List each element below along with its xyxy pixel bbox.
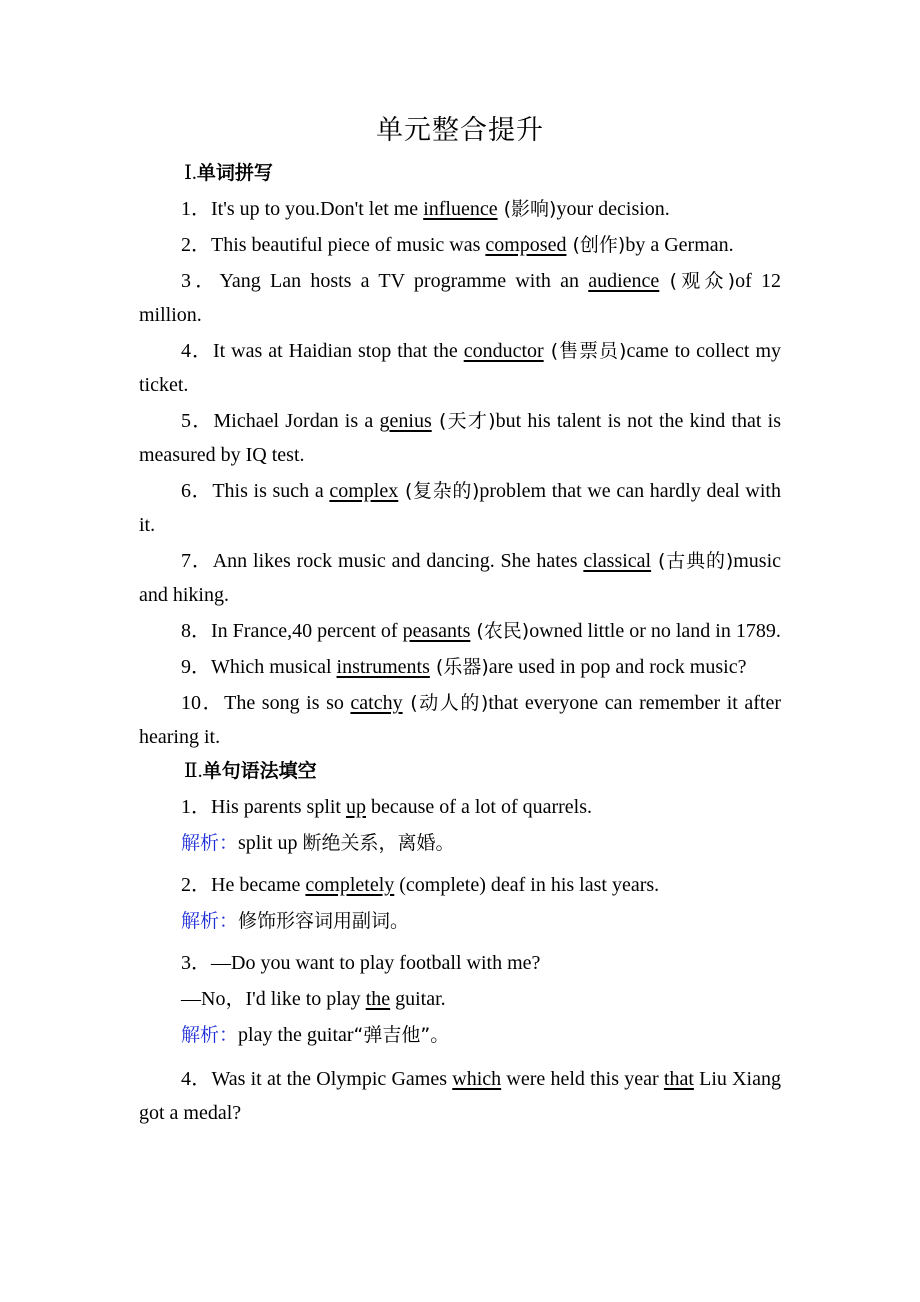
grammar-question [139,866,781,902]
explanation [139,902,781,938]
item-number: 10． [181,692,225,714]
item-text: your decision. [556,198,670,220]
item-number: 6． [181,480,213,502]
answer-word: conductor [463,340,544,362]
item-text: Yang Lan hosts a TV programme with an [219,270,589,292]
answer-word: influence [423,198,498,220]
grammar-question [139,944,781,980]
spelling-item [139,332,781,402]
spelling-item [139,226,781,262]
item-number: 5． [181,410,214,432]
item-number: 1． [181,198,211,220]
item-text: Liu Xiang got a medal? [139,1068,781,1124]
answer-word: complex [329,480,399,502]
item-text: were held this year [501,1068,664,1090]
chinese-gloss: (天才) [431,410,496,432]
item-number: 1． [181,796,211,818]
spelling-item [139,262,781,332]
item-text: It's up to you.Don't let me [211,198,424,220]
item-text: This is such a [212,480,330,502]
item-text: Was it at the Olympic Games [211,1068,453,1090]
chinese-gloss: (农民) [470,620,530,642]
explanation-label: 解析： [181,832,239,854]
answer-word: genius [379,410,432,432]
item-text: are used in pop and rock music? [488,656,747,678]
answer-word: peasants [402,620,471,642]
item-text: —No，I'd like to play [181,988,366,1010]
grammar-question-reply [139,980,781,1016]
answer-word: the [365,988,391,1010]
chinese-gloss: (创作) [566,234,626,256]
explanation-text: split up [238,832,303,854]
spelling-item [139,402,781,472]
chinese-gloss: (观众) [659,270,736,292]
item-text: (complete) deaf in his last years. [394,874,660,896]
item-number: 7． [181,550,213,572]
answer-word: catchy [350,692,403,714]
explanation-text: play the guitar [238,1024,354,1046]
chinese-gloss: (售票员) [543,340,627,362]
spelling-item [139,612,781,648]
answer-word: that [663,1068,694,1090]
explanation-text: 修饰形容词用副词。 [238,910,410,932]
item-text: because of a lot of quarrels. [366,796,593,818]
item-text: that everyone can remember it after hearing it. [139,692,782,748]
spelling-item [139,542,781,612]
item-text: Michael Jordan is a [213,410,380,432]
item-number: 4． [181,340,213,362]
item-text: It was at Haidian stop that the [212,340,464,362]
section-heading-spelling [139,156,781,190]
item-text: owned little or no land in 1789. [529,620,781,642]
explanation-text: “弹吉他”。 [353,1024,450,1046]
item-text: In France,40 percent of [211,620,403,642]
item-text: His parents split [211,796,346,818]
spelling-item [139,684,781,754]
section-heading-grammar [139,754,781,788]
answer-word: which [452,1068,502,1090]
item-text: This beautiful piece of music was [211,234,486,256]
spelling-item [139,472,781,542]
section-title: 单词拼写 [196,162,273,184]
section-title: 单句语法填空 [202,760,317,782]
answer-word: up [346,796,366,818]
answer-word: instruments [336,656,430,678]
item-number: 3． [181,952,211,974]
item-text: by a German. [625,234,734,256]
item-text: music and hiking. [139,550,782,606]
section-numeral: Ⅱ. [184,760,203,782]
item-text: of 12 million. [139,270,781,326]
item-number: 2． [181,874,211,896]
answer-word: completely [305,874,395,896]
item-text: He became [211,874,306,896]
item-number: 3． [181,270,220,292]
grammar-question [139,788,781,824]
item-text: problem that we can hardly deal with it. [139,480,781,536]
chinese-gloss: (动人的) [402,692,489,714]
grammar-question [139,1060,781,1130]
explanation-text: 断绝关系，离婚。 [302,832,455,854]
explanation [139,1016,781,1052]
item-text: The song is so [224,692,351,714]
item-text: guitar. [390,988,446,1010]
item-text: Ann likes rock music and dancing. She hates [212,550,584,572]
item-text: but his talent is not the kind that is measured by IQ test. [139,410,782,466]
item-number: 9． [181,656,211,678]
chinese-gloss: (乐器) [429,656,489,678]
item-number: 4． [181,1068,212,1090]
item-number: 8． [181,620,211,642]
explanation-label: 解析： [181,1024,239,1046]
page-title: 单元整合提升 [376,115,544,145]
answer-word: composed [485,234,567,256]
spelling-item [139,190,781,226]
explanation-label: 解析： [181,910,239,932]
chinese-gloss: (古典的) [651,550,734,572]
section-numeral: Ⅰ. [184,162,197,184]
item-number: 2． [181,234,211,256]
explanation [139,824,781,860]
document-page [139,110,781,1130]
chinese-gloss: (影响) [497,198,557,220]
answer-word: audience [588,270,660,292]
answer-word: classical [583,550,652,572]
item-text: came to collect my ticket. [139,340,782,396]
chinese-gloss: (复杂的) [398,480,480,502]
item-text: Which musical [211,656,337,678]
spelling-item [139,648,781,684]
item-text: —Do you want to play football with me? [211,952,541,974]
